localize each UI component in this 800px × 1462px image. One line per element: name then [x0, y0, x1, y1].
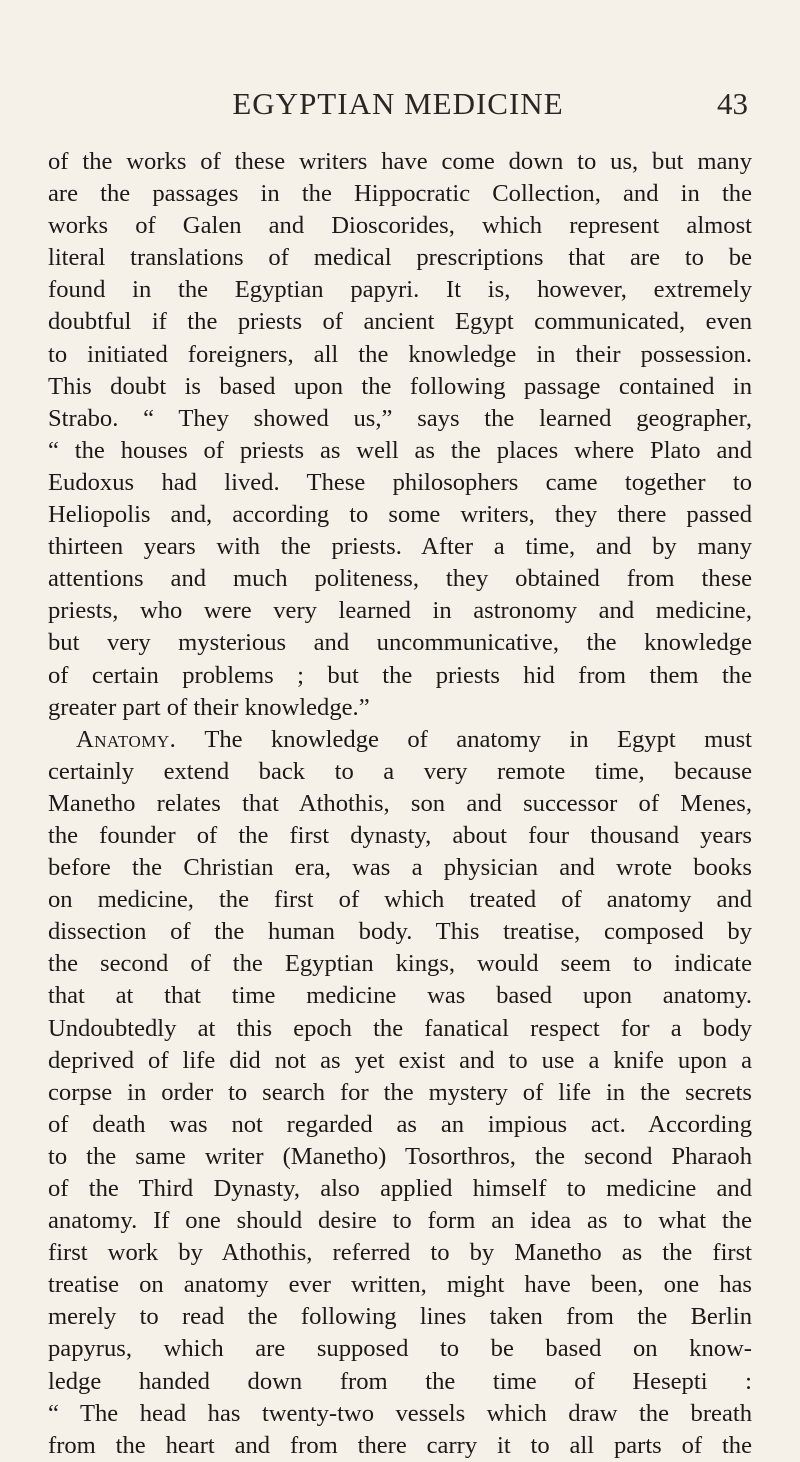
text-line: first work by Athothis, referred to by Manetho as the first	[48, 1239, 752, 1267]
text-line: of certain problems ; but the priests hid from them the	[48, 661, 752, 689]
text-line: This doubt is based upon the following passage contained in	[48, 372, 752, 400]
text-line: the founder of the first dynasty, about four thousand years	[48, 821, 752, 849]
text-line: that at that time medicine was based upon anatomy.	[48, 982, 752, 1010]
running-title: EGYPTIAN MEDICINE	[232, 86, 564, 121]
text-line: greater part of their knowledge.”	[48, 693, 370, 721]
text-line: anatomy. If one should desire to form an idea as to what the	[48, 1207, 752, 1235]
text-line: dissection of the human body. This treatise, composed by	[48, 918, 752, 946]
text-line: Undoubtedly at this epoch the fanatical respect for a body	[48, 1014, 752, 1042]
text-line: found in the Egyptian papyri. It is, however, extremely	[48, 276, 752, 304]
text-line: ledge handed down from the time of Hesepti :	[48, 1367, 752, 1395]
text-line: of the Third Dynasty, also applied himself to medicine and	[48, 1175, 752, 1202]
text-line: merely to read the following lines taken from the Berlin	[48, 1303, 752, 1331]
text-line: before the Christian era, was a physician and wrote books	[48, 854, 752, 882]
text-line: “ the houses of priests as well as the places where Plato and	[48, 436, 752, 464]
text-line: Manetho relates that Athothis, son and successor of Menes,	[48, 789, 752, 817]
text-line: corpse in order to search for the mystery of life in the secrets	[48, 1078, 752, 1106]
text-line: “ The head has twenty-two vessels which draw the breath	[48, 1399, 752, 1427]
running-head	[48, 84, 748, 124]
text-line: literal translations of medical prescriptions that are to be	[48, 244, 752, 272]
text-line: the second of the Egyptian kings, would seem to indicate	[48, 950, 752, 978]
text-line: attentions and much politeness, they obtained from these	[48, 565, 752, 593]
text-line: Eudoxus had lived. These philosophers came together to	[48, 468, 752, 496]
body-text	[48, 146, 752, 1462]
text-line: are the passages in the Hippocratic Collection, and in the	[48, 180, 752, 208]
section-heading-anatomy: Anatomy.	[76, 725, 177, 753]
text-fragment: The knowledge of anatomy in Egypt must	[176, 725, 752, 753]
text-line: works of Galen and Dioscorides, which represent almost	[48, 212, 752, 240]
text-line: of the works of these writers have come down to us, but many	[48, 148, 752, 175]
text-line: to the same writer (Manetho) Tosorthros, the second Pharaoh	[48, 1142, 752, 1170]
text-line: Strabo. “ They showed us,” says the learned geographer,	[48, 404, 752, 432]
anatomy-paragraph-first-line	[48, 724, 752, 756]
text-line: priests, who were very learned in astronomy and medicine,	[48, 597, 752, 625]
text-line: thirteen years with the priests. After a time, and by many	[48, 533, 752, 561]
text-line: doubtful if the priests of ancient Egypt communicated, even	[48, 308, 752, 336]
text-line: from the heart and from there carry it to all parts of the	[48, 1431, 752, 1459]
text-line: on medicine, the first of which treated of anatomy and	[48, 886, 752, 914]
text-line: papyrus, which are supposed to be based on know-	[48, 1335, 752, 1363]
text-line: deprived of life did not as yet exist and to use a knife upon a	[48, 1046, 752, 1074]
text-line: treatise on anatomy ever written, might have been, one has	[48, 1271, 752, 1299]
text-line: certainly extend back to a very remote time, because	[48, 757, 752, 785]
text-line: of death was not regarded as an impious act. According	[48, 1110, 752, 1138]
page-number: 43	[717, 86, 748, 121]
text-line: to initiated foreigners, all the knowledge in their possession.	[48, 340, 752, 368]
text-line: but very mysterious and uncommunicative, the knowledge	[48, 629, 752, 657]
text-line: Heliopolis and, according to some writers, they there passed	[48, 501, 752, 529]
